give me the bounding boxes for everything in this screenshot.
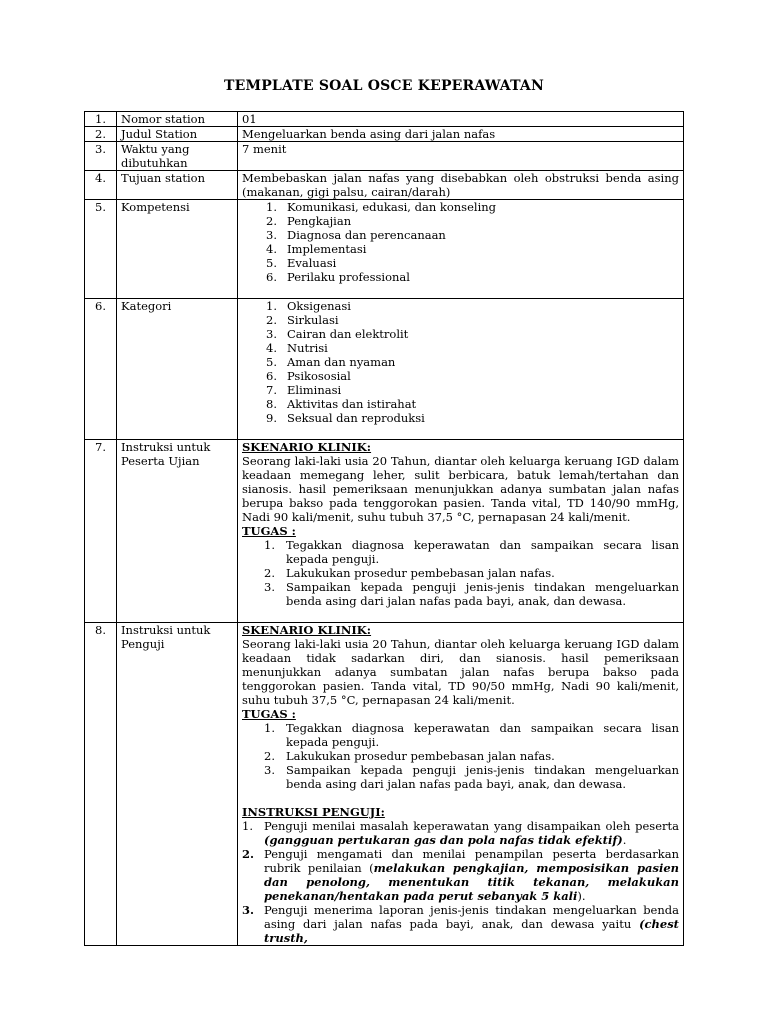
row-value bbox=[238, 623, 684, 946]
list-item: 3. Penguji menerima laporan jenis-jenis tindakan mengeluarkan benda asing dari jalan nafas pada bayi, anak, dan dewasa yaitu (chest trusth, bbox=[242, 903, 679, 945]
row-label: Waktu yang dibutuhkan bbox=[117, 142, 238, 171]
list-item: 3. Sampaikan kepada penguji jenis-jenis tindakan mengeluarkan benda asing dari jalan nafas pada bayi, anak, dan dewasa. bbox=[264, 580, 679, 608]
list-item: 9. Seksual dan reproduksi bbox=[266, 411, 425, 425]
scenario-text: Seorang laki-laki usia 20 Tahun, diantar oleh keluarga keruang IGD dalam keadaan tidak sadarkan diri, dan sianosis. hasil pemeriksaan menunjukkan adanya sumbatan jalan nafas berupa bakso pada tenggorokan pasien. Tanda vital, TD 90/50 mmHg, Nadi 90 kali/menit, suhu tubuh 37,5 °C, pernapasan 24 kali/menit. bbox=[242, 637, 679, 707]
row-label: Nomor station bbox=[117, 112, 238, 127]
row-label: Judul Station bbox=[117, 127, 238, 142]
row-value bbox=[238, 440, 684, 623]
list-item: 2. Sirkulasi bbox=[266, 313, 339, 327]
list-item: 1. Penguji menilai masalah keperawatan yang disampaikan oleh peserta (gangguan pertukaran gas dan pola nafas tidak efektif). bbox=[242, 819, 679, 847]
row-label: Instruksi untuk Penguji bbox=[117, 623, 238, 946]
row-number: 5. bbox=[85, 200, 117, 299]
list-item: 6. Perilaku professional bbox=[266, 270, 410, 284]
scenario-heading: SKENARIO KLINIK: bbox=[242, 623, 372, 637]
row-number: 2. bbox=[85, 127, 117, 142]
competency-list bbox=[242, 200, 679, 284]
list-item: 3. Sampaikan kepada penguji jenis-jenis tindakan mengeluarkan benda asing dari jalan nafas pada bayi, anak, dan dewasa. bbox=[264, 763, 679, 791]
list-item: 5. Aman dan nyaman bbox=[266, 355, 396, 369]
row-number: 6. bbox=[85, 299, 117, 440]
row-label: Instruksi untuk Peserta Ujian bbox=[117, 440, 238, 623]
row-number: 7. bbox=[85, 440, 117, 623]
tasks-heading: TUGAS : bbox=[242, 707, 296, 721]
row-label: Kompetensi bbox=[117, 200, 238, 299]
list-item: 8. Aktivitas dan istirahat bbox=[266, 397, 417, 411]
list-item: 7. Eliminasi bbox=[266, 383, 342, 397]
list-item: 1. Tegakkan diagnosa keperawatan dan sampaikan secara lisan kepada penguji. bbox=[264, 538, 679, 566]
list-item: 3. Cairan dan elektrolit bbox=[266, 327, 409, 341]
table-row bbox=[85, 171, 684, 200]
row-number: 3. bbox=[85, 142, 117, 171]
table-row bbox=[85, 112, 684, 127]
list-item: 1. Tegakkan diagnosa keperawatan dan sampaikan secara lisan kepada penguji. bbox=[264, 721, 679, 749]
row-number: 8. bbox=[85, 623, 117, 946]
table-row bbox=[85, 299, 684, 440]
row-number: 1. bbox=[85, 112, 117, 127]
category-list bbox=[242, 299, 679, 425]
list-item: 4. Implementasi bbox=[266, 242, 367, 256]
row-label: Tujuan station bbox=[117, 171, 238, 200]
table-row bbox=[85, 142, 684, 171]
list-item: 6. Psikososial bbox=[266, 369, 351, 383]
row-value: 7 menit bbox=[238, 142, 684, 171]
tasks-heading: TUGAS : bbox=[242, 524, 296, 538]
tasks-list bbox=[260, 721, 679, 791]
table-row bbox=[85, 200, 684, 299]
examiner-heading: INSTRUKSI PENGUJI: bbox=[242, 805, 385, 819]
list-item: 5. Evaluasi bbox=[266, 256, 337, 270]
list-item: 3. Diagnosa dan perencanaan bbox=[266, 228, 446, 242]
examiner-list bbox=[242, 819, 679, 945]
list-item: 2. Lakukukan prosedur pembebasan jalan nafas. bbox=[264, 566, 555, 580]
row-value: Membebaskan jalan nafas yang disebabkan oleh obstruksi benda asing (makanan, gigi palsu, cairan/darah) bbox=[238, 171, 684, 200]
osce-table bbox=[84, 111, 684, 946]
tasks-list bbox=[260, 538, 679, 608]
row-value bbox=[238, 200, 684, 299]
list-item: 1. Komunikasi, edukasi, dan konseling bbox=[266, 200, 497, 214]
scenario-heading: SKENARIO KLINIK: bbox=[242, 440, 372, 454]
list-item: 1. Oksigenasi bbox=[266, 299, 351, 313]
list-item: 2. Lakukukan prosedur pembebasan jalan nafas. bbox=[264, 749, 555, 763]
row-number: 4. bbox=[85, 171, 117, 200]
list-item: 4. Nutrisi bbox=[266, 341, 328, 355]
list-item: 2. Penguji mengamati dan menilai penampilan peserta berdasarkan rubrik penilaian (melakukan pengkajian, memposisikan pasien dan penolong, menentukan titik tekanan, melakukan penekanan/hentakan pada perut sebanyak 5 kali). bbox=[242, 847, 679, 903]
document-title: TEMPLATE SOAL OSCE KEPERAWATAN bbox=[224, 78, 544, 94]
table-row bbox=[85, 440, 684, 623]
row-value: Mengeluarkan benda asing dari jalan nafas bbox=[238, 127, 684, 142]
row-label: Kategori bbox=[117, 299, 238, 440]
table-row bbox=[85, 127, 684, 142]
scenario-text: Seorang laki-laki usia 20 Tahun, diantar oleh keluarga keruang IGD dalam keadaan memegang leher, sulit berbicara, batuk lemah/tertahan dan sianosis. hasil pemeriksaan menunjukkan adanya sumbatan jalan nafas berupa bakso pada tenggorokan pasien. Tanda vital, TD 140/90 mmHg, Nadi 90 kali/menit, suhu tubuh 37,5 °C, pernapasan 24 kali/menit. bbox=[242, 454, 679, 524]
table-row bbox=[85, 623, 684, 946]
list-item: 2. Pengkajian bbox=[266, 214, 352, 228]
row-value: 01 bbox=[238, 112, 684, 127]
row-value bbox=[238, 299, 684, 440]
